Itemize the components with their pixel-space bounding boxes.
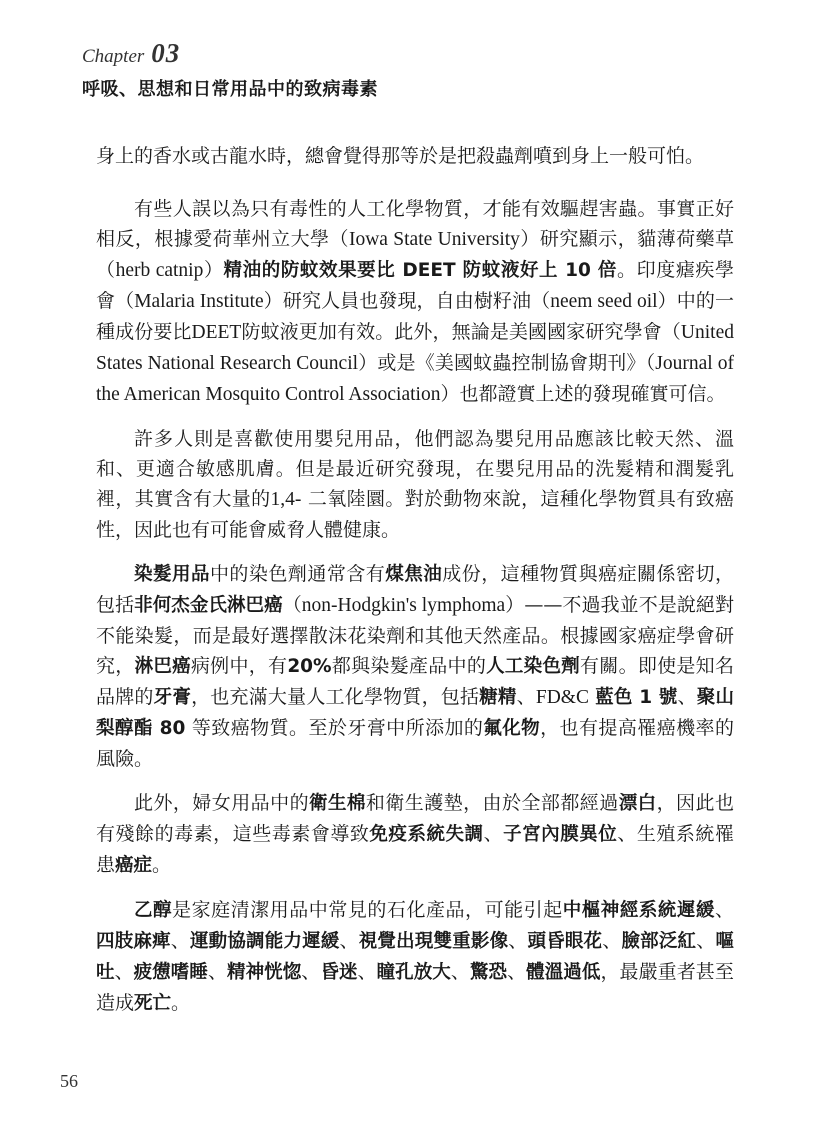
emphasis-text: 四肢麻痺 xyxy=(96,931,171,952)
latin-text: non-Hodgkin's lymphoma xyxy=(301,595,506,616)
latin-text: Journal of the American Mosquito Control Association xyxy=(96,353,734,405)
emphasis-text: 體溫過低 xyxy=(526,962,601,983)
text-run: ）研究人員也發現，自由樹籽油（ xyxy=(263,290,551,312)
text-run: 有關。即使是知名品牌的 xyxy=(96,655,734,708)
emphasis-text: 淋巴癌 xyxy=(134,656,191,677)
text-run: ，最嚴重者甚至造成 xyxy=(96,961,734,1014)
text-run: 。 xyxy=(171,992,191,1014)
latin-text: Iowa State University xyxy=(348,229,520,250)
text-run: ）或是《美國蚊蟲控制協會期刊》（ xyxy=(358,352,656,374)
emphasis-text: 死亡 xyxy=(134,993,172,1014)
paragraph xyxy=(96,559,734,774)
emphasis-text: 運動協調能力遲緩 xyxy=(189,931,340,952)
text-run: 、 xyxy=(170,930,190,952)
text-run: 、 xyxy=(357,961,377,983)
text-run: 有些人誤以為只有毒性的人工化學物質，才能有效驅趕害蟲。事實正好相反，根據愛荷華州立大學（ xyxy=(96,198,734,250)
text-run: 身上的香水或古龍水時，總會覺得那等於是把殺蟲劑噴到身上一般可怕。 xyxy=(96,145,705,167)
text-run: ）——不過我並不是說絕對不能染髮，而是最好選擇散沫花染劑和其他天然產品。根據國家癌症學會研究， xyxy=(96,594,734,677)
text-run: 、 xyxy=(450,961,470,983)
emphasis-text: 臉部泛紅 xyxy=(621,931,697,952)
paragraph xyxy=(96,424,734,545)
text-run: ，也充滿大量人工化學物質，包括 xyxy=(191,686,480,708)
emphasis-text: 20% xyxy=(287,656,332,677)
text-run: 、 xyxy=(507,961,527,983)
emphasis-text: 煤焦油 xyxy=(385,564,443,585)
text-run: 、 xyxy=(508,930,528,952)
page-number: 56 xyxy=(60,1071,78,1091)
text-run: 、 xyxy=(301,961,321,983)
text-run: 二氧陸圜。對於動物來說，這種化學物質具有致癌性，因此也有可能會威脅人體健康。 xyxy=(96,488,734,541)
text-run: ，因此也有殘餘的毒素，這些毒素會導致 xyxy=(96,792,734,845)
emphasis-text: 非何杰金氏淋巴癌 xyxy=(134,595,283,616)
text-run: 和衛生護墊，由於全部都經過 xyxy=(365,792,619,814)
text-run: ）也都證實上述的發現確實可信。 xyxy=(440,383,726,405)
latin-text: DEET xyxy=(191,322,242,343)
emphasis-text: 子宮內膜異位 xyxy=(503,824,618,845)
text-run: 此外，婦女用品中的 xyxy=(134,792,310,814)
latin-text: herb catnip xyxy=(115,260,204,281)
latin-text: neem seed oil xyxy=(550,291,658,312)
text-run: 、 xyxy=(677,686,697,708)
latin-text: 1,4- xyxy=(270,489,302,510)
emphasis-text: 疲憊嗜睡 xyxy=(133,962,208,983)
paragraph xyxy=(96,895,734,1019)
chapter-header xyxy=(82,38,742,101)
text-run: 等致癌物質。至於牙膏中所添加的 xyxy=(185,717,484,739)
text-run: 、 xyxy=(483,823,504,845)
chapter-label xyxy=(82,38,742,73)
text-run: 都與染髮產品中的 xyxy=(331,655,487,677)
text-run: 、 xyxy=(339,930,359,952)
text-run: 、 xyxy=(207,961,228,983)
text-run: 、 xyxy=(114,961,134,983)
text-run: ）研究顯示，貓薄荷藥草（ xyxy=(96,228,734,281)
text-run: 、 xyxy=(516,686,536,708)
text-run: 許多人則是喜歡使用嬰兒用品，他們認為嬰兒用品應該比較天然、溫和、更適合敏感肌膚。但是最近研究發現，在嬰兒用品的洗髮精和潤髮乳裡，其實含有大量的 xyxy=(96,428,734,510)
emphasis-text: 糖精 xyxy=(479,687,517,708)
text-run: 防蚊液更加有效。此外，無論是美國國家研究學會（ xyxy=(241,321,681,343)
chapter-number: 03 xyxy=(151,38,181,68)
text-run: ，也有提高罹癌機率的風險。 xyxy=(96,717,734,770)
text-run: 、 xyxy=(714,899,734,921)
text-run: 。印度瘧疾學會（ xyxy=(96,259,734,312)
text-run: 中的染色劑通常含有 xyxy=(209,563,386,585)
emphasis-text: 人工染色劑 xyxy=(486,656,581,677)
text-run: 是家庭清潔用品中常見的石化產品，可能引起 xyxy=(172,899,563,921)
emphasis-text: 癌症 xyxy=(115,855,153,876)
text-run: 、生殖系統罹患 xyxy=(96,823,734,876)
chapter-title: 呼吸、思想和日常用品中的致病毒素 xyxy=(82,79,378,100)
latin-text: Malaria Institute xyxy=(134,291,264,312)
chapter-word: Chapter xyxy=(82,46,145,67)
body-text xyxy=(96,141,734,1033)
emphasis-text: 中樞神經系統遲緩 xyxy=(562,900,715,921)
emphasis-text: 衛生棉 xyxy=(309,793,366,814)
emphasis-text: 驚恐 xyxy=(469,962,508,983)
emphasis-text: 藍色 1 號 xyxy=(595,687,678,708)
text-run: 。 xyxy=(152,854,172,876)
emphasis-text: 精神恍惚 xyxy=(227,962,302,983)
paragraph xyxy=(96,141,734,171)
text-run: ）中的一種成份要比 xyxy=(96,290,734,343)
emphasis-text: 乙醇 xyxy=(134,900,173,921)
emphasis-text: 聚山梨醇酯 80 xyxy=(96,687,734,739)
paragraph xyxy=(96,194,734,410)
paragraph xyxy=(96,788,734,881)
text-run: （ xyxy=(282,594,302,616)
emphasis-text: 精油的防蚊效果要比 DEET 防蚊液好上 10 倍 xyxy=(223,260,618,281)
text-run: ） xyxy=(203,259,224,281)
emphasis-text: 牙膏 xyxy=(153,687,192,708)
latin-text: FD&C xyxy=(535,687,589,708)
text-run: 、 xyxy=(696,930,716,952)
emphasis-text: 氟化物 xyxy=(483,718,541,739)
emphasis-text: 瞳孔放大 xyxy=(376,962,451,983)
emphasis-text: 染髮用品 xyxy=(134,564,210,585)
emphasis-text: 漂白 xyxy=(618,793,657,814)
text-run: 、 xyxy=(602,930,622,952)
emphasis-text: 頭昏眼花 xyxy=(527,931,603,952)
emphasis-text: 嘔吐 xyxy=(96,931,734,983)
text-run: 病例中，有 xyxy=(190,655,288,677)
emphasis-text: 昏迷 xyxy=(320,962,358,983)
latin-text: United States National Research Council xyxy=(96,322,734,374)
text-run: 成份，這種物質與癌症關係密切，包括 xyxy=(96,563,734,616)
emphasis-text: 免疫系統失調 xyxy=(369,824,484,845)
emphasis-text: 視覺出現雙重影像 xyxy=(358,931,509,952)
